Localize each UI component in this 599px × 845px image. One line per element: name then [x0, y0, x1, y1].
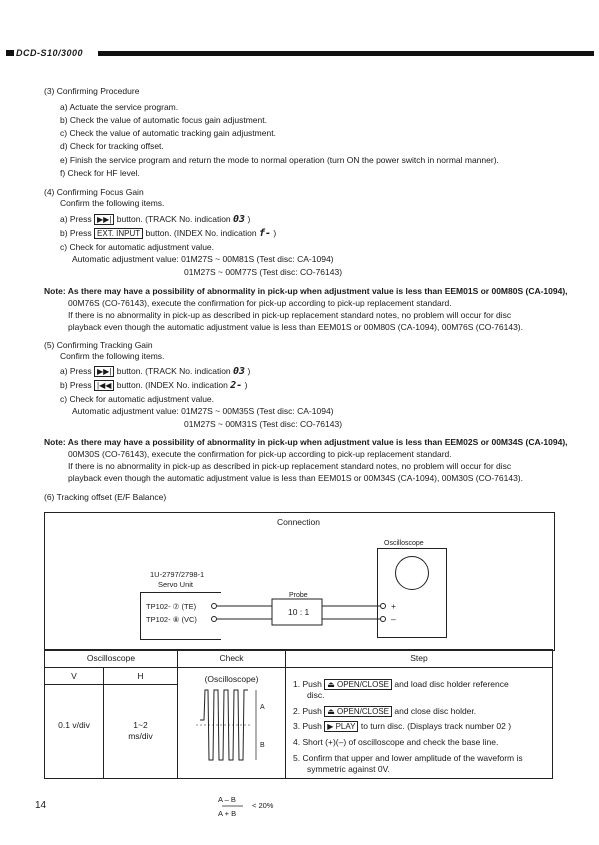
s4-value-1: Automatic adjustment value: 01M27S ~ 00M81S (Test disc: CA-1094): [72, 254, 334, 264]
s5-value-2: 01M27S ~ 00M31S (Test disc: CO-76143): [184, 419, 343, 429]
v-header-text: V: [71, 671, 77, 681]
s3-item-f: f) Check for HF level.: [60, 168, 140, 178]
s4-value-2: 01M27S ~ 00M77S (Test disc: CO-76143): [184, 267, 343, 277]
page-number: 14: [35, 800, 47, 811]
header-step-text: Step: [410, 653, 428, 663]
prev-track-key: |◀◀: [94, 380, 114, 391]
s5-step-a: a) Press ▶▶| button. (TRACK No. indication 03 ): [60, 366, 251, 377]
s3-item-e: e) Finish the service program and return the mode to normal operation (turn ON the power switch in normal manner).: [60, 155, 499, 165]
note-2-line-4: playback even though the automatic adjustment value is less than EEM01S or 00M34S (CA-1094), 00M30S (CO-76143).: [68, 473, 523, 483]
s5-value-1: Automatic adjustment value: 01M27S ~ 00M35S (Test disc: CA-1094): [72, 406, 334, 416]
servo-unit-name: Servo Unit: [158, 580, 194, 589]
s4-sub: Confirm the following items.: [60, 198, 165, 208]
v-value-text: 0.1 v/div: [58, 720, 90, 730]
scope-plus: +: [391, 601, 396, 611]
s4-step-b: b) Press EXT. INPUT button. (INDEX No. indication f- ): [60, 228, 277, 239]
play-key: ▶ PLAY: [324, 721, 358, 732]
formula-numerator: A – B: [218, 795, 236, 804]
s5-step-c: c) Check for automatic adjustment value.: [60, 394, 215, 404]
next-track-key: ▶▶|: [94, 366, 114, 377]
section-4-title: (4) Confirming Focus Gain: [44, 187, 144, 197]
connection-title: Connection: [276, 517, 320, 527]
wave-label-a: A: [260, 704, 265, 711]
s5-step-b: b) Press |◀◀ button. (INDEX No. indication 2- ): [60, 380, 248, 391]
step-2: 2. Push ⏏ OPEN/CLOSE and close disc holder.: [293, 706, 477, 716]
s5-sub: Confirm the following items.: [60, 351, 165, 361]
header-oscilloscope-text: Oscilloscope: [86, 653, 136, 663]
note-1-line-2: 00M76S (CO-76143), execute the confirmation for pick-up according to pick-up replacement standard.: [68, 298, 452, 308]
formula-denominator: A + B: [218, 809, 237, 818]
step-3: 3. Push ▶ PLAY to turn disc. (Displays track number 02 ): [293, 721, 512, 731]
model-title: DCD-S10/3000: [16, 48, 84, 58]
note-1-line-3: If there is no abnormality in pick-up as described in pick-up replacement standard notes, no problem will occur for disc: [68, 310, 512, 320]
s3-item-d: d) Check for tracking offset.: [60, 141, 164, 151]
formula-threshold: < 20%: [252, 801, 274, 810]
s4-step-c: c) Check for automatic adjustment value.: [60, 242, 215, 252]
note-2-line-3: If there is no abnormality in pick-up as described in pick-up replacement standard notes, no problem will occur for disc: [68, 461, 512, 471]
step-1-cont: disc.: [307, 690, 325, 700]
h-value-text-2: ms/div: [128, 731, 153, 741]
h-header-text: H: [137, 671, 144, 681]
scope-minus: –: [391, 614, 396, 624]
header-check-text: Check: [219, 653, 244, 663]
section-3-title: (3) Confirming Procedure: [44, 86, 140, 96]
section-6-title: (6) Tracking offset (E/F Balance): [44, 492, 167, 502]
tp-te-label: TP102- ⑦ (TE): [146, 602, 197, 611]
open-close-key: ⏏ OPEN/CLOSE: [324, 679, 392, 690]
s3-item-c: c) Check the value of automatic tracking gain adjustment.: [60, 128, 276, 138]
index-indication: f-: [258, 228, 271, 239]
step-5-cont: symmetric against 0V.: [307, 764, 390, 774]
note-2-line-1: Note: As there may have a possibility of abnormality in pick-up when adjustment value is less than EEM02S or 00M34S (CA-1094),: [44, 437, 568, 447]
wave-label-b: B: [260, 742, 265, 749]
check-subtitle: (Oscilloscope): [204, 674, 259, 684]
step-5: 5. Confirm that upper and lower amplitude of the waveform is: [293, 753, 523, 763]
s4-step-a: a) Press ▶▶| button. (TRACK No. indication 03 ): [60, 214, 251, 225]
ext-input-key: EXT. INPUT: [94, 228, 143, 239]
s3-item-a: a) Actuate the service program.: [60, 102, 179, 112]
step-4: 4. Short (+)(–) of oscilloscope and check the base line.: [293, 737, 499, 747]
track-indication: 03: [233, 214, 246, 225]
index-indication: 2-: [230, 380, 243, 391]
probe-ratio: 10 : 1: [288, 607, 310, 617]
s3-item-b: b) Check the value of automatic focus gain adjustment.: [60, 115, 267, 125]
step-1: 1. Push ⏏ OPEN/CLOSE and load disc holder reference: [293, 679, 509, 689]
note-1-line-1: Note: As there may have a possibility of abnormality in pick-up when adjustment value is less than EEM01S or 00M80S (CA-1094),: [44, 286, 568, 296]
open-close-key: ⏏ OPEN/CLOSE: [324, 706, 392, 717]
probe-label: Probe: [289, 592, 308, 599]
section-5-title: (5) Confirming Tracking Gain: [44, 340, 153, 350]
servo-unit-id: 1U-2797/2798-1: [150, 570, 205, 579]
next-track-key: ▶▶|: [94, 214, 114, 225]
h-value-text-1: 1~2: [133, 720, 148, 730]
track-indication: 03: [233, 366, 246, 377]
note-2-line-2: 00M30S (CO-76143), execute the confirmation for pick-up according to pick-up replacement standard.: [68, 449, 452, 459]
tp-vc-label: TP102- ⑧ (VC): [146, 615, 197, 624]
note-1-line-4: playback even though the automatic adjustment value is less than EEM01S or 00M80S (CA-1094), 00M76S (CO-76143).: [68, 322, 523, 332]
oscilloscope-label: Oscilloscope: [384, 540, 424, 547]
